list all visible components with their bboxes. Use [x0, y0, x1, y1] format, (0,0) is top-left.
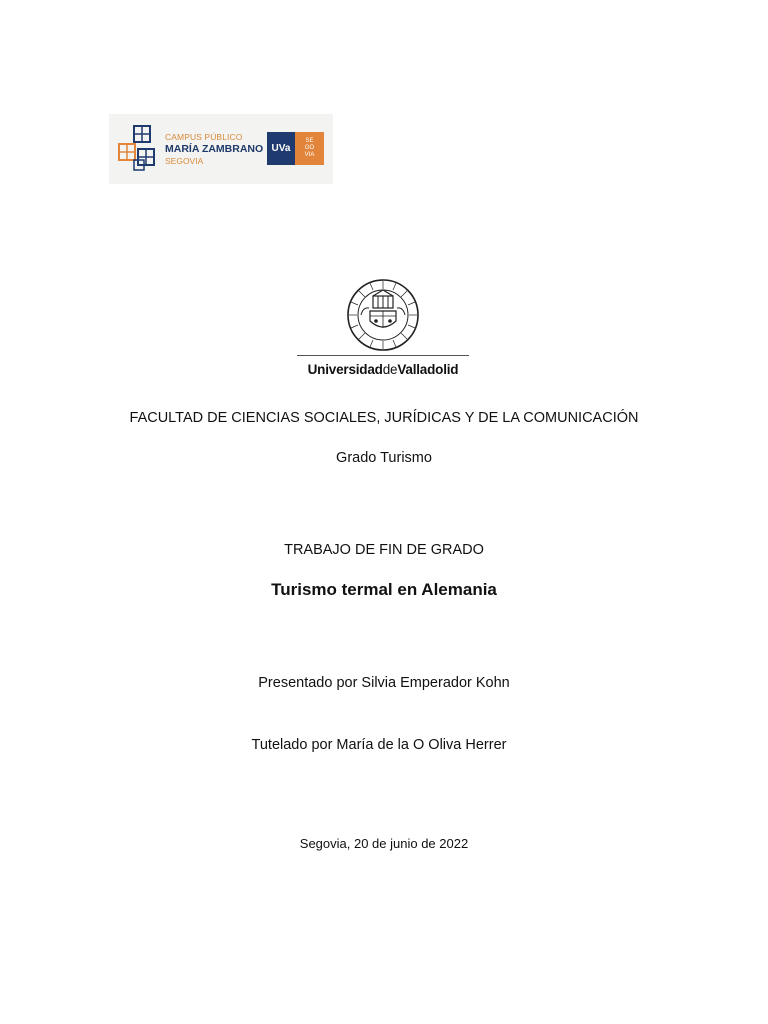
degree-name: Grado Turismo	[336, 450, 432, 466]
author-line: Presentado por Silvia Emperador Kohn	[258, 675, 510, 691]
university-seal-icon	[346, 278, 420, 352]
faculty-name: FACULTAD DE CIENCIAS SOCIALES, JURÍDICAS Y DE LA COMUNICACIÓN	[129, 410, 639, 426]
date-line: Segovia, 20 de junio de 2022	[299, 836, 469, 851]
campus-maria-zambrano-logo	[109, 114, 333, 184]
tutor-line: Tutelado por María de la O Oliva Herrer	[251, 737, 507, 753]
university-name-de: de	[382, 362, 398, 377]
uva-badge: UVa	[267, 132, 295, 165]
campus-logo-text	[165, 131, 263, 167]
university-wordmark	[297, 362, 469, 377]
thesis-title: Turismo termal en Alemania	[271, 580, 497, 599]
campus-logo-line1: CAMPUS PÚBLICO	[165, 132, 243, 142]
work-type: TRABAJO DE FIN DE GRADO	[284, 542, 484, 558]
segovia-badge-line3: VIA	[304, 152, 315, 158]
university-name-part1: Universidad	[307, 362, 383, 377]
university-name-part2: Valladolid	[397, 362, 459, 377]
campus-logo-line3: SEGOVIA	[165, 156, 204, 166]
segovia-badge-line1: SE	[305, 138, 314, 144]
segovia-badge-line2: GO	[304, 145, 315, 151]
university-divider	[297, 355, 469, 356]
campus-logo-line2: MARÍA ZAMBRANO	[165, 143, 264, 155]
campus-windows-icon	[118, 124, 160, 176]
segovia-badge	[295, 132, 324, 165]
